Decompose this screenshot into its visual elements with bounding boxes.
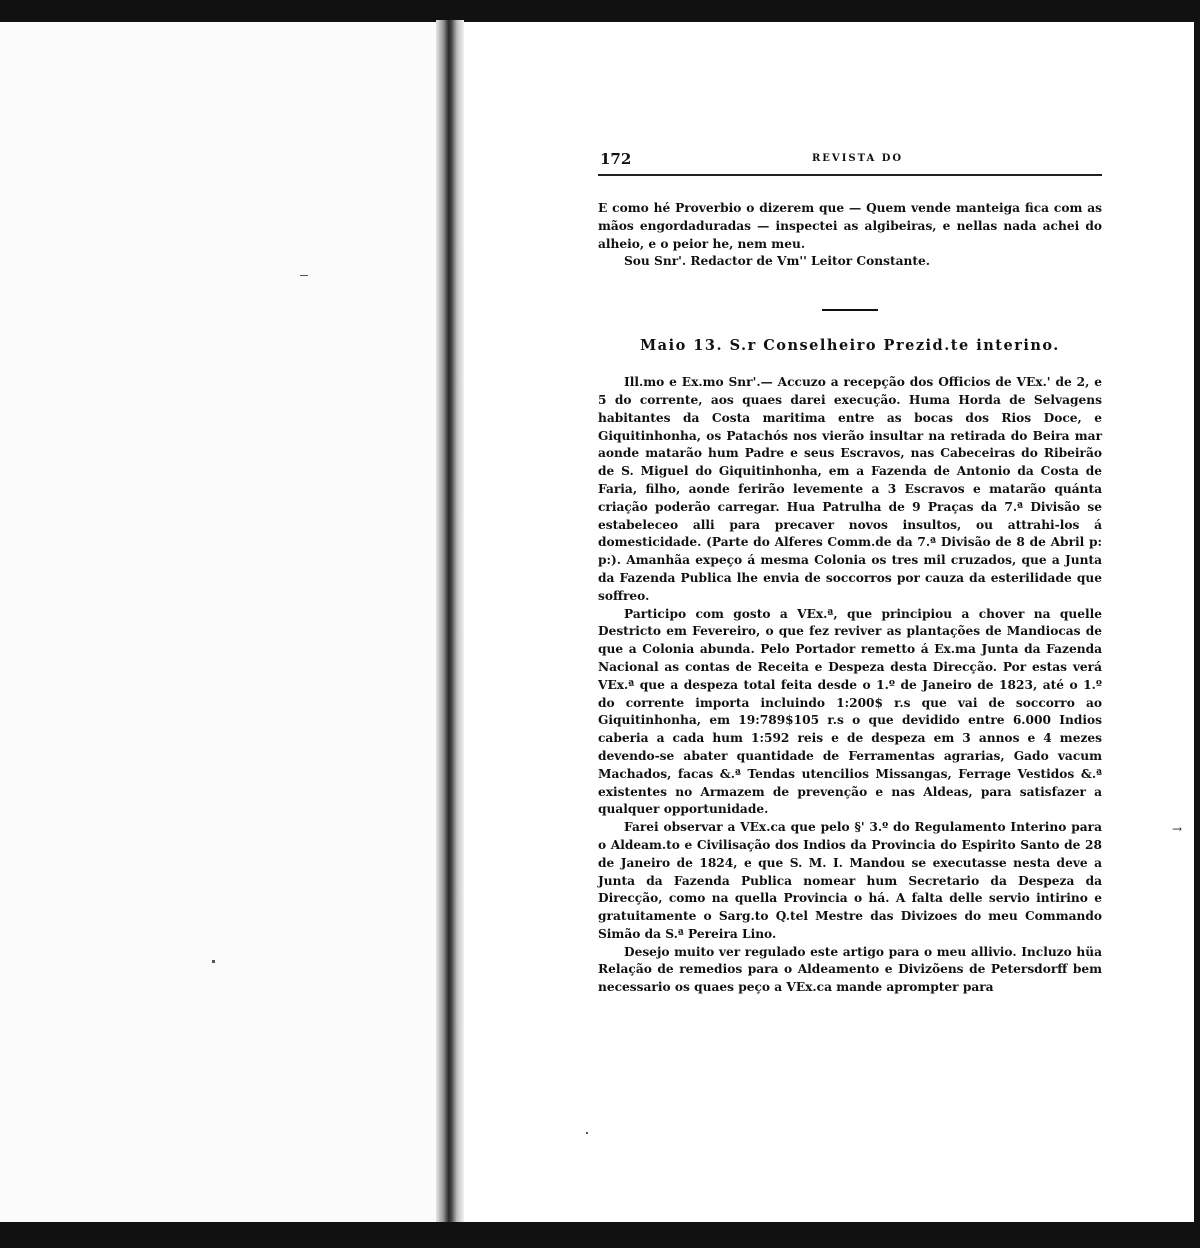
journal-title: REVISTA DO (812, 153, 904, 164)
section-divider (822, 309, 878, 311)
running-head (598, 148, 1102, 176)
letter-paragraph: Participo com gosto a VEx.ª, que principiou a chover na quelle Destricto em Fevereiro, o que fez reviver as plantações de Mandiocas de que a Colonia abunda. Pelo Portador remetto á Ex.ma Junta da Fazenda Nacional as contas de Receita e Despeza desta Direcção. Por estas verá VEx.ª que a despeza total feita desde o 1.º de Janeiro de 1823, até o 1.º do corrente importa incluindo 1:200$ r.s que vai de soccorro ao Giquitinhonha, em 19:789$105 r.s o que devidido entre 6.000 Indios caberia a cada hum 1:592 reis e de despeza em 3 annos e 4 mezes devendo-se abater quantidade de Ferramentas agrarias, Gado vacum Machados, facas &.ª Tendas utencilios Missangas, Ferrage Vestidos &.ª existentes no Armazem de prevenção e nas Aldeas, para satisfazer a qualquer opportunidade. (598, 606, 1102, 817)
letter-paragraph: Ill.mo e Ex.mo Snr'.— Accuzo a recepção dos Officios de VEx.' de 2, e 5 do corrente, aos quaes darei execução. Huma Horda de Selvagens habitantes da Costa maritima entre as bocas dos Rios Doce, e Giquitinhonha, os Patachós nos vierão insultar na retirada do Beira mar aonde matarão hum Padre e seus Escravos, nas Cabeceiras do Ribeirão de S. Miguel do Giquitinhonha, em a Fazenda de Antonio da Costa de Faria, filho, aonde ferirão levemente a 3 Escravos e matarão quánta criação poderão carregar. Hua Patrulha de 9 Praças da 7.ª Divisão se estabeleceo alli para precaver novos insultos, ou attrahi-los á domesticidade. (Parte do Alferes Comm.de da 7.ª Divisão de 8 de Abril p: p:). Amanhãa expeço á mesma Colonia os tres mil cruzados, que a Junta da Fazenda Publica lhe envia de soccorros por cauza da esterilidade que soffreo. (598, 375, 1102, 603)
page-number: 172 (600, 150, 632, 168)
margin-arrow-icon: → (1172, 822, 1183, 836)
blank-left-page (0, 22, 440, 1222)
scan-right-border (1194, 0, 1200, 1248)
book-spine (436, 20, 464, 1230)
right-page (598, 148, 1102, 997)
scan-top-border (0, 0, 1200, 22)
scan-bottom-border (0, 1222, 1200, 1248)
letter-body (598, 374, 1102, 997)
continuation-signature: Sou Snr'. Redactor de Vm'' Leitor Constante. (624, 254, 930, 269)
scan-speck (212, 960, 215, 963)
continuation-paragraph: E como hé Proverbio o dizerem que — Quem vende manteiga fica com as mãos engordaduradas — inspectei as algibeiras, e nellas nada achei do alheio, e o peior he, nem meu. (598, 201, 1102, 251)
section-heading: Maio 13. S.r Conselheiro Prezid.te interino. (640, 337, 1060, 355)
letter-paragraph: Desejo muito ver regulado este artigo para o meu allivio. Incluzo hüa Relação de remedios para o Aldeamento e Divizõens de Petersdorff bem necessario os quaes peço a VEx.ca mande aprompter para (598, 944, 1102, 995)
scan-speck (300, 275, 308, 276)
letter-paragraph: Farei observar a VEx.ca que pelo §' 3.º do Regulamento Interino para o Aldeam.to e Civilisação dos Indios da Provincia do Espirito Santo de 28 de Janeiro de 1824, e que S. M. I. Mandou se executasse nesta deve a Junta da Fazenda Publica nomear hum Secretario da Despeza da Direcção, como na quella Provincia o há. A falta delle servio intirino e gratuitamente o Sarg.to Q.tel Mestre das Divizoes do meu Commando Simão da S.ª Pereira Lino. (598, 820, 1102, 941)
scan-speck (586, 1132, 588, 1134)
